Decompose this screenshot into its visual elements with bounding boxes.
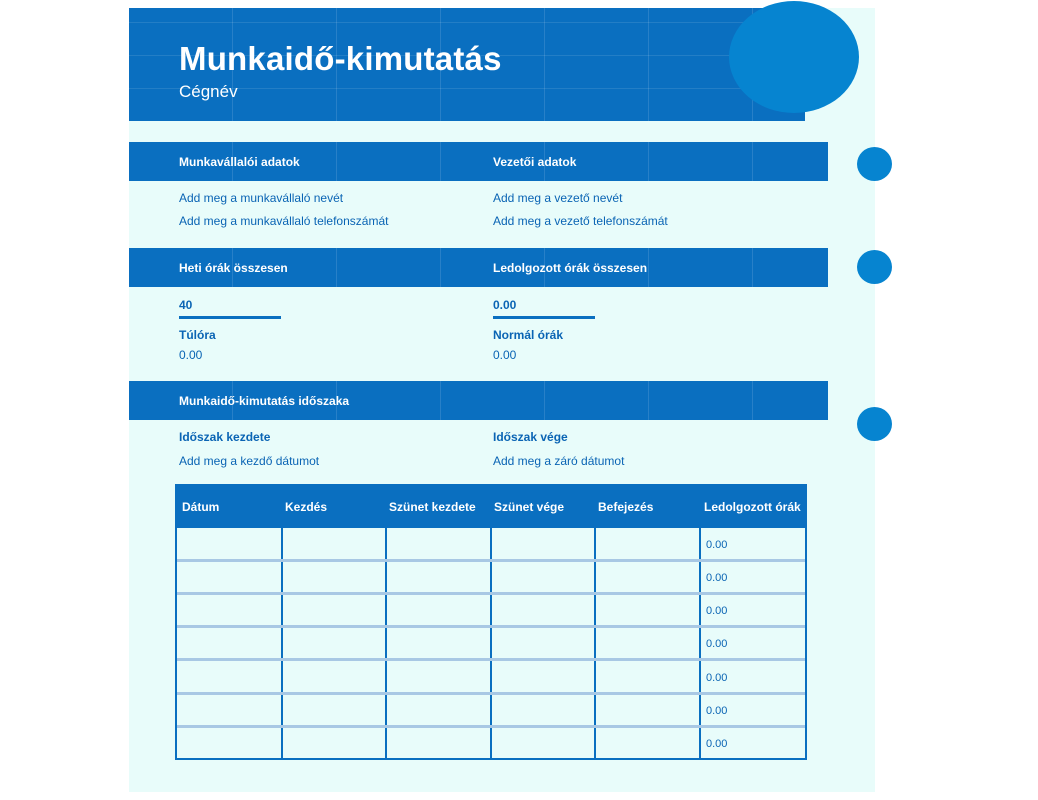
row-divider bbox=[177, 625, 805, 628]
employee-phone-field[interactable]: Add meg a munkavállaló telefonszámát bbox=[179, 214, 389, 228]
page-title: Munkaidő-kimutatás bbox=[179, 40, 502, 77]
weekly-hours-label: Heti órák összesen bbox=[179, 261, 288, 275]
worked-hours-cell: 0.00 bbox=[706, 539, 728, 551]
employee-name-field[interactable]: Add meg a munkavállaló nevét bbox=[179, 191, 344, 205]
worked-hours-underline bbox=[493, 316, 595, 319]
row-divider bbox=[177, 692, 805, 695]
manager-section-label: Vezetői adatok bbox=[493, 155, 577, 169]
regular-hours-value: 0.00 bbox=[493, 348, 517, 362]
period-end-field[interactable]: Add meg a záró dátumot bbox=[493, 454, 625, 468]
worked-hours-label: Ledolgozott órák összesen bbox=[493, 261, 648, 275]
decorative-dot bbox=[857, 407, 892, 441]
table-header-row bbox=[177, 486, 805, 528]
weekly-hours-underline bbox=[179, 316, 281, 319]
timesheet-table bbox=[175, 484, 807, 760]
manager-name-field[interactable]: Add meg a vezető nevét bbox=[493, 191, 623, 205]
period-start-field[interactable]: Add meg a kezdő dátumot bbox=[179, 454, 320, 468]
employee-section-label: Munkavállalói adatok bbox=[179, 155, 300, 169]
period-start-label: Időszak kezdete bbox=[179, 430, 271, 444]
decorative-dot bbox=[857, 250, 892, 284]
overtime-value: 0.00 bbox=[179, 348, 203, 362]
worked-hours-cell: 0.00 bbox=[706, 738, 728, 750]
period-end-label: Időszak vége bbox=[493, 430, 568, 444]
column-header-date: Dátum bbox=[182, 500, 220, 514]
row-divider bbox=[177, 592, 805, 595]
worked-hours-cell: 0.00 bbox=[706, 672, 728, 684]
worked-hours-cell: 0.00 bbox=[706, 638, 728, 650]
regular-hours-label: Normál órák bbox=[493, 328, 564, 342]
column-header-end: Befejezés bbox=[598, 500, 654, 514]
column-header-start: Kezdés bbox=[285, 500, 328, 514]
period-section-label: Munkaidő-kimutatás időszaka bbox=[179, 394, 350, 408]
worked-hours-value: 0.00 bbox=[493, 298, 517, 312]
decorative-dot bbox=[857, 147, 892, 181]
worked-hours-cell: 0.00 bbox=[706, 705, 728, 717]
row-divider bbox=[177, 725, 805, 728]
row-divider bbox=[177, 559, 805, 562]
overtime-label: Túlóra bbox=[179, 328, 216, 342]
company-name-field[interactable]: Cégnév bbox=[179, 82, 238, 101]
column-header-break-start: Szünet kezdete bbox=[389, 500, 476, 514]
manager-phone-field[interactable]: Add meg a vezető telefonszámát bbox=[493, 214, 668, 228]
worked-hours-cell: 0.00 bbox=[706, 572, 728, 584]
worked-hours-cell: 0.00 bbox=[706, 605, 728, 617]
row-divider bbox=[177, 658, 805, 661]
column-header-break-end: Szünet vége bbox=[494, 500, 565, 514]
weekly-hours-value[interactable]: 40 bbox=[179, 298, 193, 312]
column-header-worked-hours: Ledolgozott órák bbox=[704, 500, 801, 514]
decorative-circle-large bbox=[729, 1, 859, 113]
